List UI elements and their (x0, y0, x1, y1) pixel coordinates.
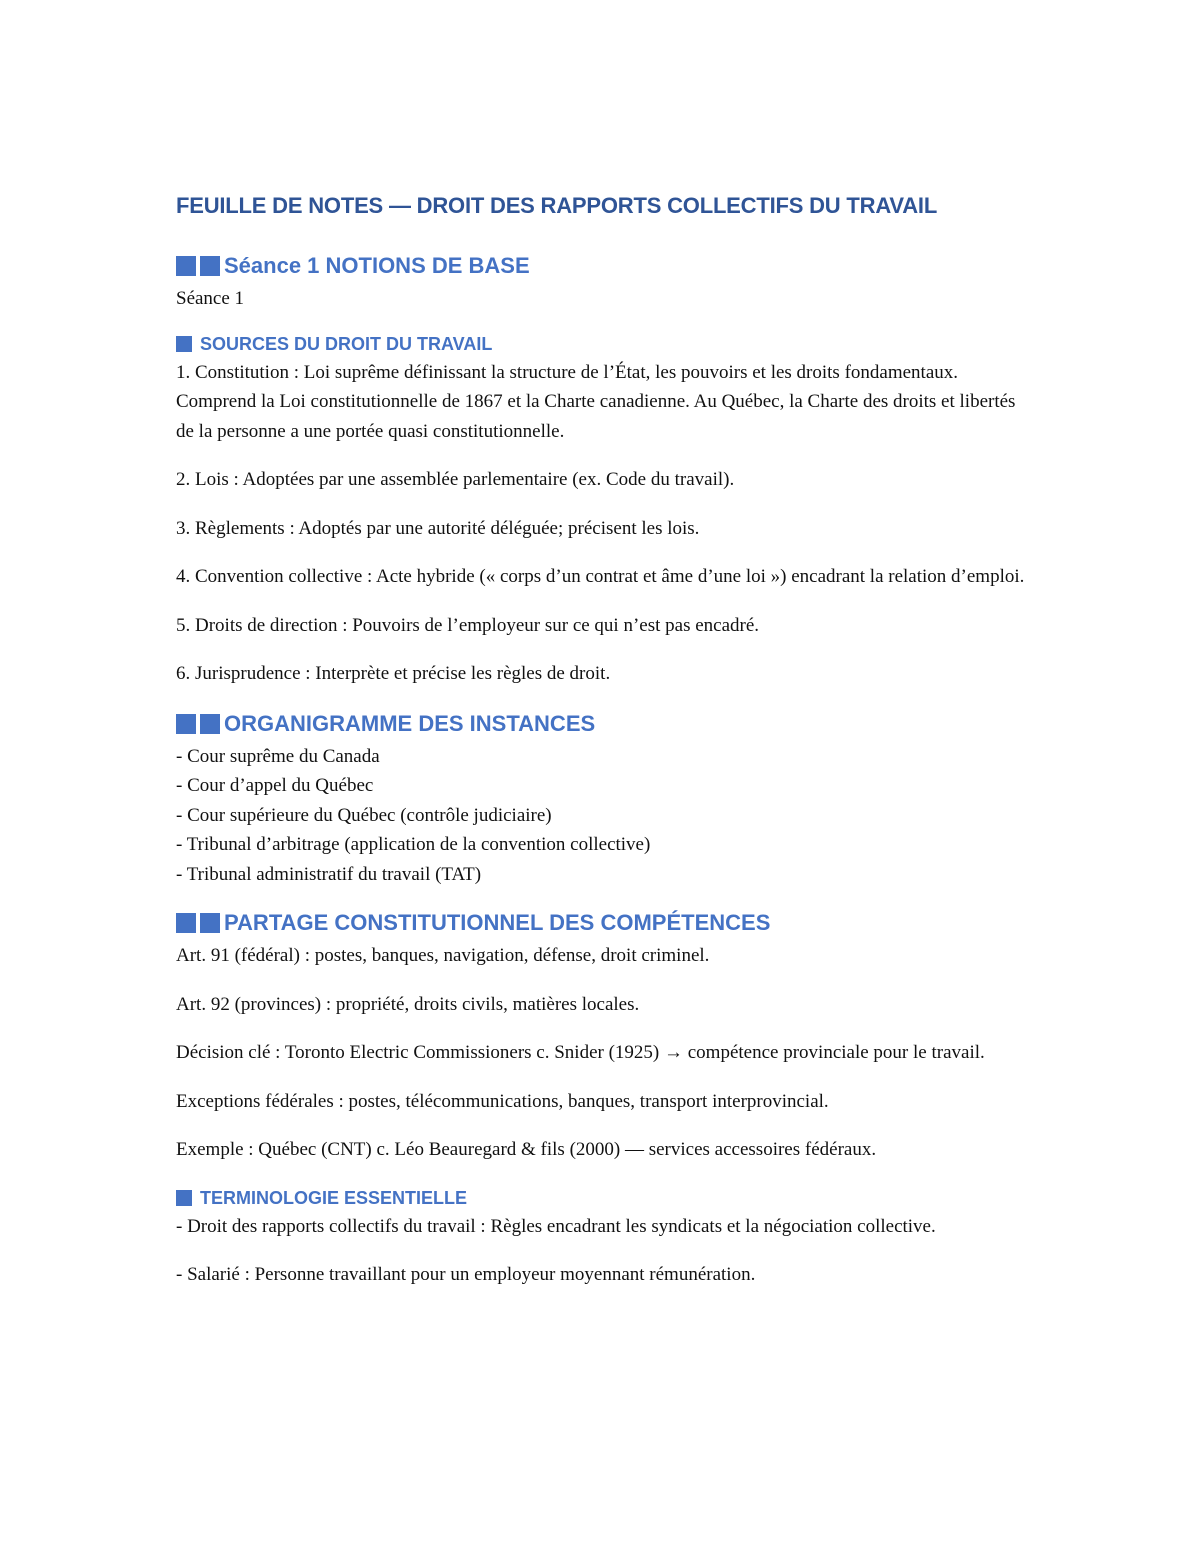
section-heading-seance (176, 250, 1036, 282)
paragraph: 2. Lois : Adoptées par une assemblée parlementaire (ex. Code du travail). (176, 469, 735, 490)
blue-square-icon (200, 913, 220, 933)
paragraph: 3. Règlements : Adoptés par une autorité déléguée; précisent les lois. (176, 517, 700, 539)
list-item: - Cour d’appel du Québec (176, 775, 374, 796)
paragraph: 1. Constitution : Loi suprême définissant la structure de l’État, les pouvoirs et les droits fondamentaux. Comprend la Loi constitutionnelle de 1867 et la Charte canadienne. Au Québec, la Charte des droits et libertés de la personne a une portée quasi constitutionnelle. (176, 361, 1016, 442)
section-heading-terminologie (176, 1184, 1036, 1212)
organigramme-list (176, 742, 1036, 890)
section-heading-organigramme (176, 708, 1036, 740)
blue-square-icon (176, 336, 192, 352)
paragraph: 6. Jurisprudence : Interprète et précise les règles de droit. (176, 663, 611, 684)
section-heading-label: TERMINOLOGIE ESSENTIELLE (200, 1187, 468, 1208)
blue-square-icon (176, 256, 196, 276)
paragraph: 4. Convention collective : Acte hybride (« corps d’un contrat et âme d’une loi ») encadrant la relation d’emploi. (176, 566, 1025, 587)
section-heading-label: PARTAGE CONSTITUTIONNEL DES COMPÉTENCES (224, 910, 771, 935)
paragraph: 5. Droits de direction : Pouvoirs de l’employeur sur ce qui n’est pas encadré. (176, 614, 760, 636)
blue-square-icon (176, 714, 196, 734)
paragraph: Art. 92 (provinces) : propriété, droits civils, matières locales. (176, 993, 640, 1015)
section-heading-label: Séance 1 NOTIONS DE BASE (224, 253, 530, 278)
paragraph: - Droit des rapports collectifs du travail : Règles encadrant les syndicats et la négociation collective. (176, 1215, 936, 1237)
section-heading-label: SOURCES DU DROIT DU TRAVAIL (200, 333, 493, 354)
section-heading-label: ORGANIGRAMME DES INSTANCES (224, 710, 596, 736)
list-item: - Tribunal administratif du travail (TAT) (176, 863, 482, 885)
list-item: - Tribunal d’arbitrage (application de la convention collective) (176, 834, 651, 855)
blue-square-icon (200, 714, 220, 734)
paragraph: Exemple : Québec (CNT) c. Léo Beauregard & fils (2000) — services accessoires fédéraux. (176, 1139, 877, 1160)
document-page (176, 190, 1036, 1309)
paragraph: Décision clé : Toronto Electric Commissioners c. Snider (1925) → compétence provinciale pour le travail. (176, 1042, 985, 1063)
blue-square-icon (176, 1190, 192, 1206)
list-item: - Cour supérieure du Québec (contrôle judiciaire) (176, 804, 552, 826)
list-item: - Cour suprême du Canada (176, 745, 380, 767)
blue-square-icon (176, 913, 196, 933)
paragraph: Exceptions fédérales : postes, télécommunications, banques, transport interprovincial. (176, 1090, 829, 1112)
section-heading-partage (176, 907, 1036, 939)
document-title: FEUILLE DE NOTES — DROIT DES RAPPORTS COLLECTIFS DU TRAVAIL (176, 193, 938, 218)
blue-square-icon (200, 256, 220, 276)
paragraph: Art. 91 (fédéral) : postes, banques, navigation, défense, droit criminel. (176, 945, 710, 966)
paragraph: - Salarié : Personne travaillant pour un employeur moyennant rémunération. (176, 1264, 756, 1285)
section-heading-sources (176, 330, 1036, 358)
seance-subline: Séance 1 (176, 288, 245, 309)
